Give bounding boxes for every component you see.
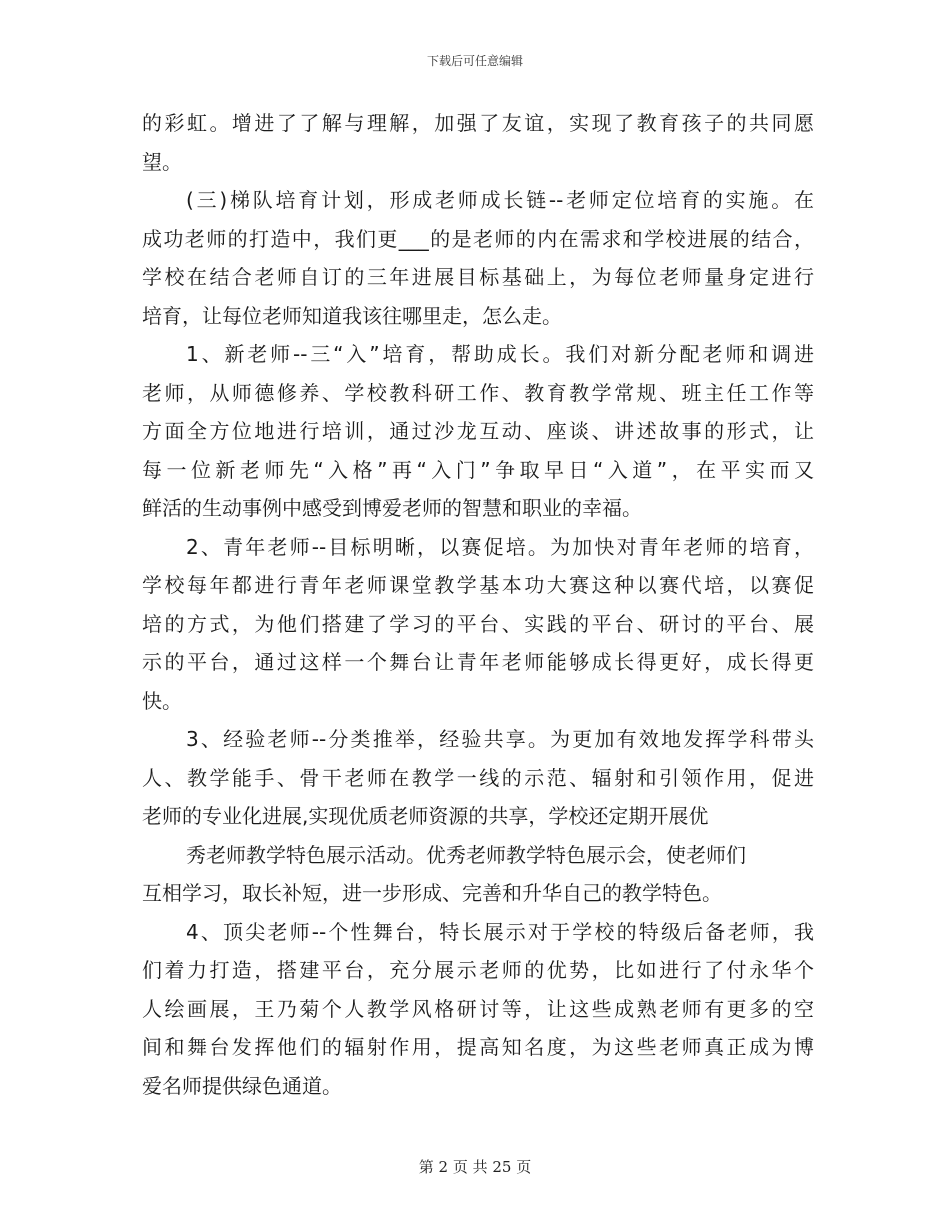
text-line: 1、新老师--三“入”培育，帮助成长。我们对新分配老师和调进 — [186, 342, 814, 366]
document-body — [142, 104, 814, 1105]
text-line: 方面全方位地进行培训，通过沙龙互动、座谈、讲述故事的形式，让 — [142, 419, 814, 443]
text-line: 示的平台，通过这样一个舞台让青年老师能够成长得更好，成长得更 — [142, 650, 814, 674]
text-line: 们着力打造，搭建平台，充分展示老师的优势，比如进行了付永华个 — [142, 958, 814, 982]
text-line: 3、经验老师--分类推举，经验共享。为更加有效地发挥学科带头 — [186, 727, 814, 751]
text-line: 4、顶尖老师--个性舞台，特长展示对于学校的特级后备老师，我 — [186, 919, 814, 944]
text-line: 老师，从师德修养、学校教科研工作、教育教学常规、班主任工作等 — [142, 380, 814, 405]
text-line: 间和舞台发挥他们的辐射作用，提高知名度，为这些老师真正成为博 — [142, 1035, 814, 1059]
text-line: 人绘画展，王乃菊个人教学风格研讨等，让这些成熟老师有更多的空 — [142, 996, 814, 1021]
text-line: 培育，让每位老师知道我该往哪里走，怎么走。 — [142, 303, 562, 328]
text-line: 成功老师的打造中，我们更___的是老师的内在需求和学校进展的结合， — [142, 226, 814, 251]
page-footer: 第 2 页 共 25 页 — [418, 1158, 532, 1176]
text-line: 鲜活的生动事例中感受到博爱老师的智慧和职业的幸福。 — [142, 496, 642, 520]
text-line: 2、青年老师--目标明晰，以赛促培。为加快对青年老师的培育， — [186, 534, 814, 559]
text-line: 的彩虹。增进了了解与理解，加强了友谊，实现了教育孩子的共同愿 — [142, 111, 814, 135]
text-line: 老师的专业化进展,实现优质老师资源的共享，学校还定期开展优 — [142, 804, 709, 828]
text-line: 望。 — [142, 149, 182, 174]
page-header: 下载后可任意编辑 — [426, 54, 523, 68]
text-line: 秀老师教学特色展示活动。优秀老师教学特色展示会，使老师们 — [186, 842, 746, 867]
text-line: (三)梯队培育计划，形成老师成长链--老师定位培育的实施。在 — [186, 188, 814, 212]
text-line: 互相学习，取长补短，进一步形成、完善和升华自己的教学特色。 — [142, 881, 722, 905]
text-line: 每一位新老师先“入格”再“入门”争取早日“入道”，在平实而又 — [142, 457, 814, 482]
text-line: 培的方式，为他们搭建了学习的平台、实践的平台、研讨的平台、展 — [142, 611, 814, 636]
text-line: 学校每年都进行青年老师课堂教学基本功大赛这种以赛代培，以赛促 — [142, 573, 814, 597]
text-line: 爱名师提供绿色通道。 — [142, 1073, 342, 1098]
text-line: 人、教学能手、骨干老师在教学一线的示范、辐射和引领作用，促进 — [142, 765, 814, 790]
text-line: 快。 — [142, 688, 182, 713]
text-line: 学校在结合老师自订的三年进展目标基础上，为每位老师量身定进行 — [142, 265, 814, 289]
